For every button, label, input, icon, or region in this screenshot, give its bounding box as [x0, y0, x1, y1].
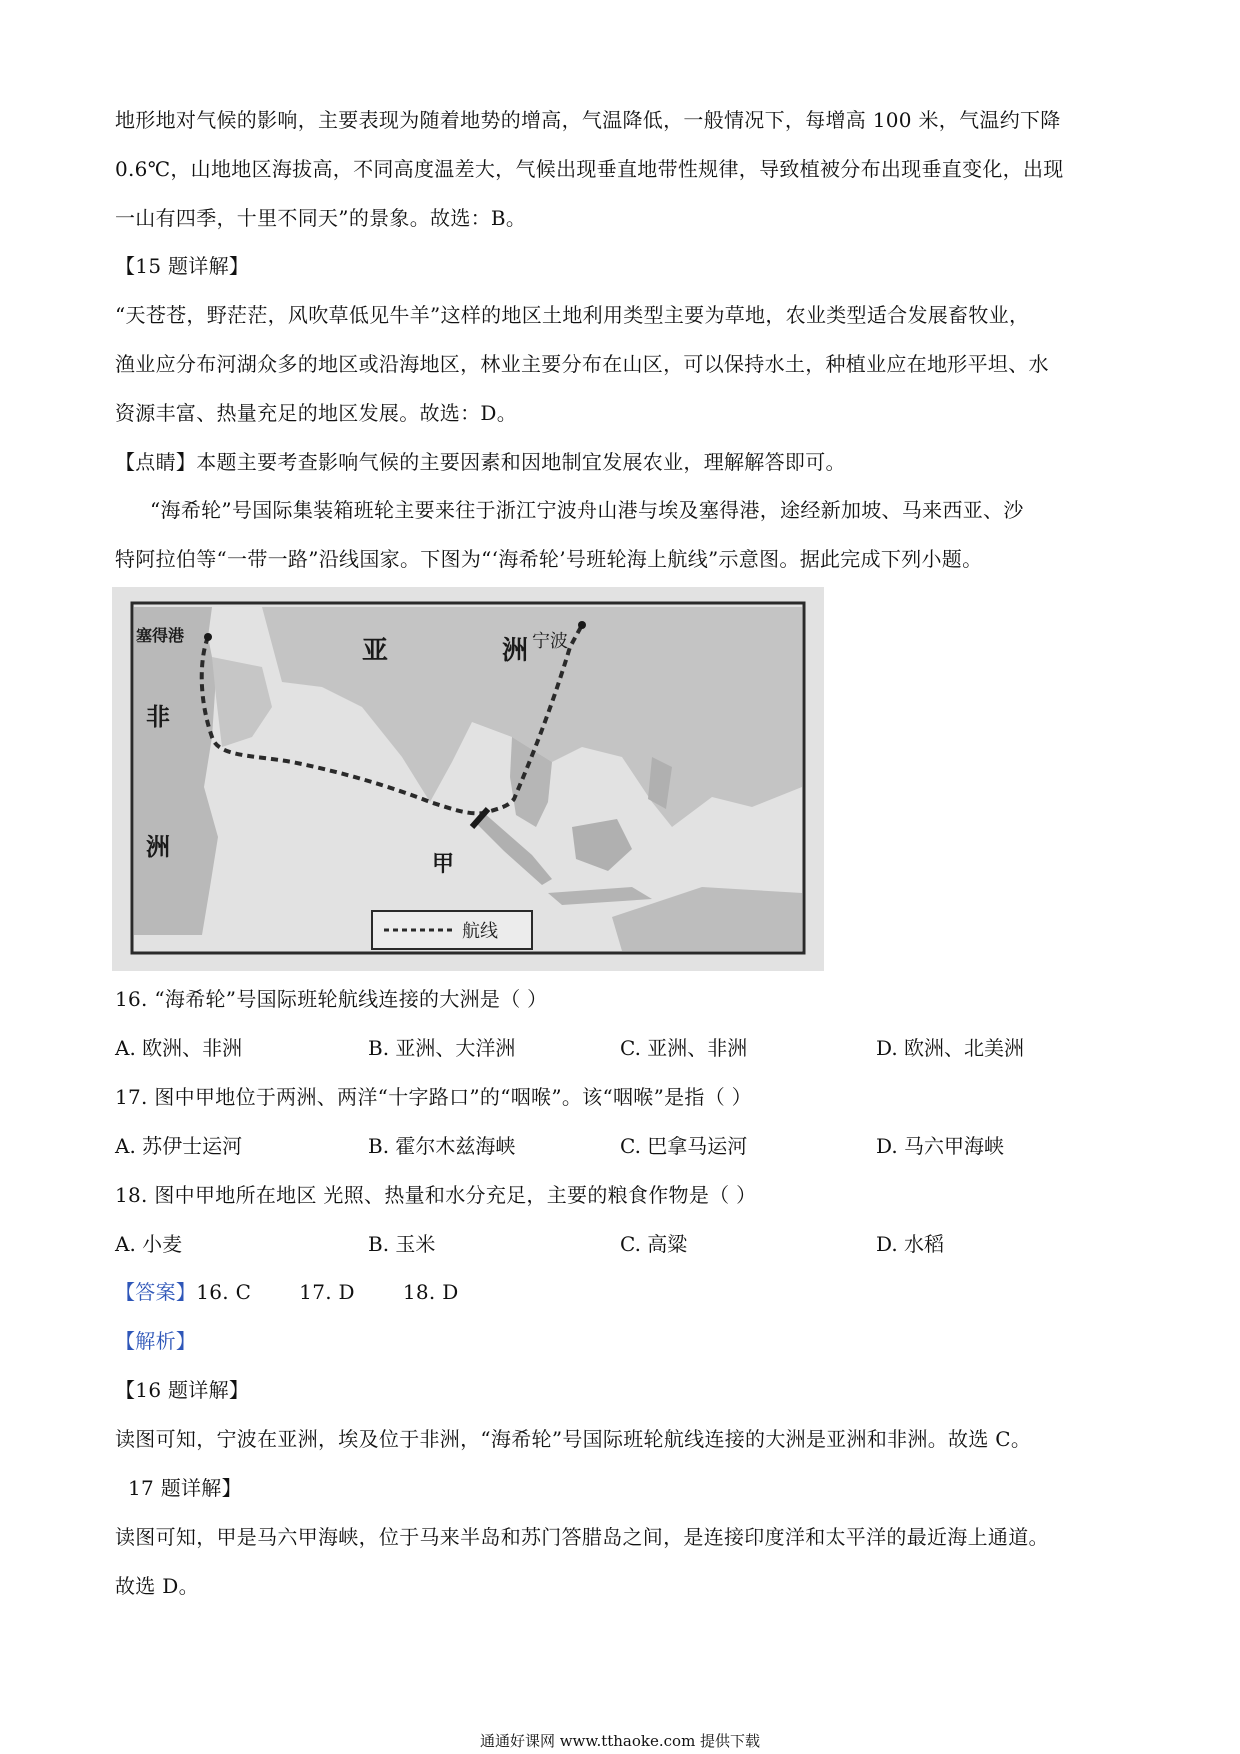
question-17-option-d[interactable]: D. 马六甲海峡: [876, 1134, 1005, 1158]
africa-landmass: [134, 607, 218, 935]
africa-label-2: 洲: [146, 833, 170, 861]
point-note: 【点睛】本题主要考查影响气候的主要因素和因地制宜发展农业，理解解答即可。: [115, 450, 846, 474]
paragraph-14-line-1: 地形地对气候的影响，主要表现为随着地势的增高，气温降低，一般情况下，每增高 100 米，气温约下降: [115, 108, 1061, 132]
jia-label: 甲: [432, 852, 455, 877]
question-16-option-d[interactable]: D. 欧洲、北美洲: [876, 1036, 1025, 1060]
route-map: [112, 587, 824, 971]
africa-label-1: 非: [146, 703, 170, 731]
answer-item-18: 18. D: [402, 1280, 459, 1304]
paragraph-14-line-3: 一山有四季，十里不同天”的景象。故选：B。: [115, 206, 527, 230]
question-16-stem: 16. “海希轮”号国际班轮航线连接的大洲是（ ）: [115, 987, 548, 1011]
question-16-option-c[interactable]: C. 亚洲、非洲: [620, 1036, 748, 1060]
port-marker-west: [204, 633, 212, 641]
paragraph-15-line-2: 渔业应分布河湖众多的地区或沿海地区，林业主要分布在山区，可以保持水土，种植业应在地形平坦、水: [115, 352, 1049, 376]
q16-header: 【16 题详解】: [115, 1378, 250, 1402]
answer-item-16: 16. C: [196, 1280, 252, 1304]
question-17-option-b[interactable]: B. 霍尔木兹海峡: [368, 1134, 516, 1158]
intro-line-2: 特阿拉伯等“一带一路”沿线国家。下图为“‘海希轮’号班轮海上航线”示意图。据此完成下列小题。: [115, 547, 983, 571]
page-footer: 通通好课网 www.tthaoke.com 提供下载: [479, 1732, 761, 1750]
analysis-label: 【解析】: [115, 1329, 197, 1353]
q17-explanation-line-2: 故选 D。: [115, 1574, 199, 1598]
q17-explanation-line-1: 读图可知，甲是马六甲海峡，位于马来半岛和苏门答腊岛之间，是连接印度洋和太平洋的最近海上通道。: [115, 1525, 1049, 1549]
question-18-option-b[interactable]: B. 玉米: [368, 1232, 436, 1256]
q17-header: 17 题详解】: [128, 1476, 242, 1500]
question-16-option-a[interactable]: A. 欧洲、非洲: [115, 1036, 243, 1060]
question-17-stem: 17. 图中甲地位于两洲、两洋“十字路口”的“咽喉”。该“咽喉”是指（ ）: [115, 1085, 752, 1109]
port-label-east: 宁波: [532, 631, 568, 652]
question-18-stem: 18. 图中甲地所在地区 光照、热量和水分充足，主要的粮食作物是（ ）: [115, 1183, 757, 1207]
paragraph-15-line-1: “天苍苍，野茫茫，风吹草低见牛羊”这样的地区土地利用类型主要为草地，农业类型适合发展畜牧业，: [115, 303, 1030, 327]
paragraph-14-line-2: 0.6℃，山地地区海拔高，不同高度温差大，气候出现垂直地带性规律，导致植被分布出现垂直变化，出现: [115, 157, 1064, 181]
question-17-option-a[interactable]: A. 苏伊士运河: [115, 1134, 243, 1158]
legend-label: 航线: [462, 921, 498, 942]
question-16-option-b[interactable]: B. 亚洲、大洋洲: [368, 1036, 516, 1060]
answer-line: [115, 1279, 459, 1305]
question-18-option-d[interactable]: D. 水稻: [876, 1232, 945, 1256]
answer-label: 【答案】: [115, 1280, 197, 1304]
port-label-west: 塞得港: [136, 626, 185, 645]
question-17-option-c[interactable]: C. 巴拿马运河: [620, 1134, 748, 1158]
q15-header: 【15 题详解】: [115, 254, 250, 278]
q16-explanation: 读图可知，宁波在亚洲，埃及位于非洲，“海希轮”号国际班轮航线连接的大洲是亚洲和非洲。故选 C。: [115, 1427, 1032, 1451]
question-18-option-a[interactable]: A. 小麦: [115, 1232, 183, 1256]
route-map-svg: [112, 587, 824, 971]
question-18-option-c[interactable]: C. 高粱: [620, 1232, 688, 1256]
answer-item-17: 17. D: [299, 1280, 355, 1304]
asia-label-1: 亚: [362, 636, 389, 666]
intro-line-1: “海希轮”号国际集装箱班轮主要来往于浙江宁波舟山港与埃及塞得港，途经新加坡、马来西亚、沙: [150, 498, 1024, 522]
paragraph-15-line-3: 资源丰富、热量充足的地区发展。故选：D。: [115, 401, 518, 425]
port-marker-east: [578, 621, 586, 629]
asia-label-2: 洲: [502, 636, 529, 666]
